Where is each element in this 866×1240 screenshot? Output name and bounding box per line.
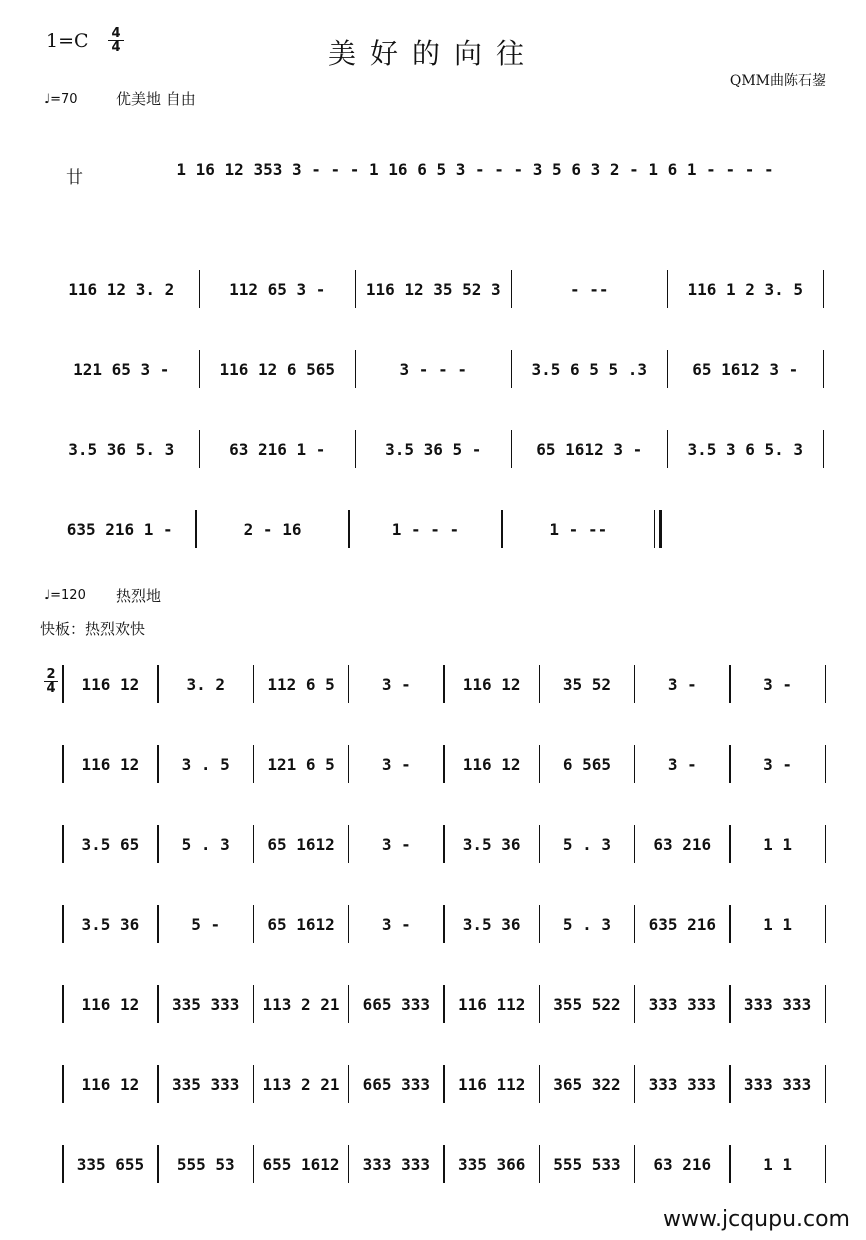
measure: 635 216 1 -	[66, 519, 173, 539]
tempo-marking-1: ♩=70	[44, 92, 78, 107]
measure: 333 333	[648, 1074, 716, 1094]
measure: 3. 2	[186, 674, 225, 694]
measure: 5 . 3	[562, 914, 612, 934]
measure: 333 333	[648, 994, 716, 1014]
measure: 65 1612 3 -	[692, 359, 799, 379]
measure: 555 53	[176, 1154, 235, 1174]
barline	[825, 1065, 827, 1103]
time-signature-2	[44, 668, 58, 695]
measure: 112 65 3 -	[229, 279, 326, 299]
measure: 65 1612 3 -	[536, 439, 643, 459]
measure: 3 -	[381, 754, 411, 774]
measure: 6 565	[562, 754, 612, 774]
measure: 3 -	[381, 674, 411, 694]
measure: 116 12 6 565	[219, 359, 336, 379]
measure: 3 -	[667, 754, 697, 774]
measure: 116 12	[81, 1074, 140, 1094]
measure: 116 12 3. 2	[68, 279, 175, 299]
measure: 63 216	[653, 834, 712, 854]
section-label: 快板：热烈欢快	[40, 620, 146, 638]
measure: 63 216 1 -	[229, 439, 326, 459]
measure: 1 1	[763, 914, 793, 934]
section1-staff-line	[130, 160, 820, 179]
measure: 335 655	[76, 1154, 145, 1174]
measure: 365 322	[553, 1074, 621, 1094]
barline	[823, 270, 825, 308]
measure: 121 65 3 -	[73, 359, 170, 379]
measure: 116 12	[462, 674, 521, 694]
measure: 3.5 65	[81, 834, 140, 854]
measure: 116 112	[457, 1074, 526, 1094]
measure: 113 2 21	[262, 1074, 340, 1094]
measure: 335 366	[457, 1154, 526, 1174]
measure: 116 12 35 52 3	[365, 279, 501, 299]
measure: 355 522	[553, 994, 621, 1014]
section2-staff-line	[62, 1145, 826, 1183]
barline	[825, 985, 827, 1023]
measure: 116 12	[81, 754, 140, 774]
composer-credit: QMM曲陈石鋆	[729, 73, 826, 89]
measure: 1 1	[763, 1154, 793, 1174]
measure: 635 216	[648, 914, 716, 934]
measure: 3.5 36	[462, 834, 521, 854]
measure: 5 . 3	[181, 834, 230, 854]
barline	[654, 510, 662, 548]
measure: 2 - 16	[243, 519, 302, 539]
section1-staff-line	[44, 350, 824, 388]
measure: 112 6 5	[267, 674, 335, 694]
barline	[825, 745, 827, 783]
section1-staff-line	[44, 430, 824, 468]
time-denominator-2: 4	[46, 681, 56, 696]
measure: 3 -	[763, 754, 793, 774]
barline	[823, 350, 825, 388]
measure: 555 533	[553, 1154, 621, 1174]
measure: 1 16 12 353 3 - - - 1 16 6 5 3 - - - 3 5 6 3 2 - 1 6 1 - - - -	[176, 160, 774, 179]
time-numerator-2: 2	[46, 667, 56, 682]
section2-staff-line	[62, 745, 826, 783]
measure: 333 333	[743, 994, 812, 1014]
measure: 3 -	[763, 674, 793, 694]
measure: 63 216	[653, 1154, 712, 1174]
measure: - --	[569, 279, 609, 299]
measure: 3.5 6 5 5 .3	[531, 359, 648, 379]
section2-staff-line	[62, 985, 826, 1023]
time-denominator: 4	[111, 40, 121, 55]
barline	[825, 1145, 827, 1183]
measure: 116 1 2 3. 5	[687, 279, 804, 299]
measure: 65 1612	[267, 914, 335, 934]
key-signature: 1=C	[46, 30, 89, 52]
measure: 335 333	[172, 994, 240, 1014]
section2-staff-line	[62, 665, 826, 703]
section2-staff-line	[62, 905, 826, 943]
measure: 665 333	[362, 994, 431, 1014]
measure: 3.5 36 5. 3	[68, 439, 175, 459]
measure: 655 1612	[262, 1154, 340, 1174]
measure: 3.5 36	[81, 914, 140, 934]
expression-marking-2: 热烈地	[116, 587, 162, 605]
measure: 3 . 5	[181, 754, 230, 774]
measure: 3.5 3 6 5. 3	[687, 439, 804, 459]
section1-staff-line	[44, 510, 662, 548]
measure: 3 -	[381, 834, 411, 854]
measure: 3.5 36 5 -	[385, 439, 482, 459]
measure: 5 -	[191, 914, 221, 934]
section2-staff-line	[62, 825, 826, 863]
measure: 333 333	[362, 1154, 431, 1174]
measure: 116 12	[462, 754, 521, 774]
measure: 665 333	[362, 1074, 431, 1094]
time-numerator: 4	[111, 26, 121, 41]
measure: 3 -	[381, 914, 411, 934]
barline	[825, 825, 827, 863]
measure: 1 1	[763, 834, 793, 854]
measure: 5 . 3	[562, 834, 612, 854]
free-rhythm-mark: 廿	[66, 168, 83, 188]
measure: 1 - --	[549, 519, 608, 539]
measure: 121 6 5	[267, 754, 335, 774]
measure: 65 1612	[267, 834, 335, 854]
measure: 116 12	[81, 674, 140, 694]
website-watermark: www.jcqupu.com	[663, 1207, 850, 1232]
measure: 3 -	[667, 674, 697, 694]
expression-marking-1: 优美地 自由	[116, 90, 196, 108]
measure: 335 333	[172, 1074, 240, 1094]
tempo-marking-2: ♩=120	[44, 588, 86, 603]
measure: 333 333	[743, 1074, 812, 1094]
barline	[825, 905, 827, 943]
section2-staff-line	[62, 1065, 826, 1103]
score-title: 美好的向往	[327, 37, 538, 70]
measure: 1 - - -	[391, 519, 460, 539]
measure: 116 12	[81, 994, 140, 1014]
measure: 113 2 21	[262, 994, 340, 1014]
barline	[823, 430, 825, 468]
measure: 3 - - -	[399, 359, 467, 379]
measure: 116 112	[457, 994, 526, 1014]
barline	[825, 665, 827, 703]
measure: 3.5 36	[462, 914, 521, 934]
measure: 35 52	[562, 674, 612, 694]
section1-staff-line	[44, 270, 824, 308]
